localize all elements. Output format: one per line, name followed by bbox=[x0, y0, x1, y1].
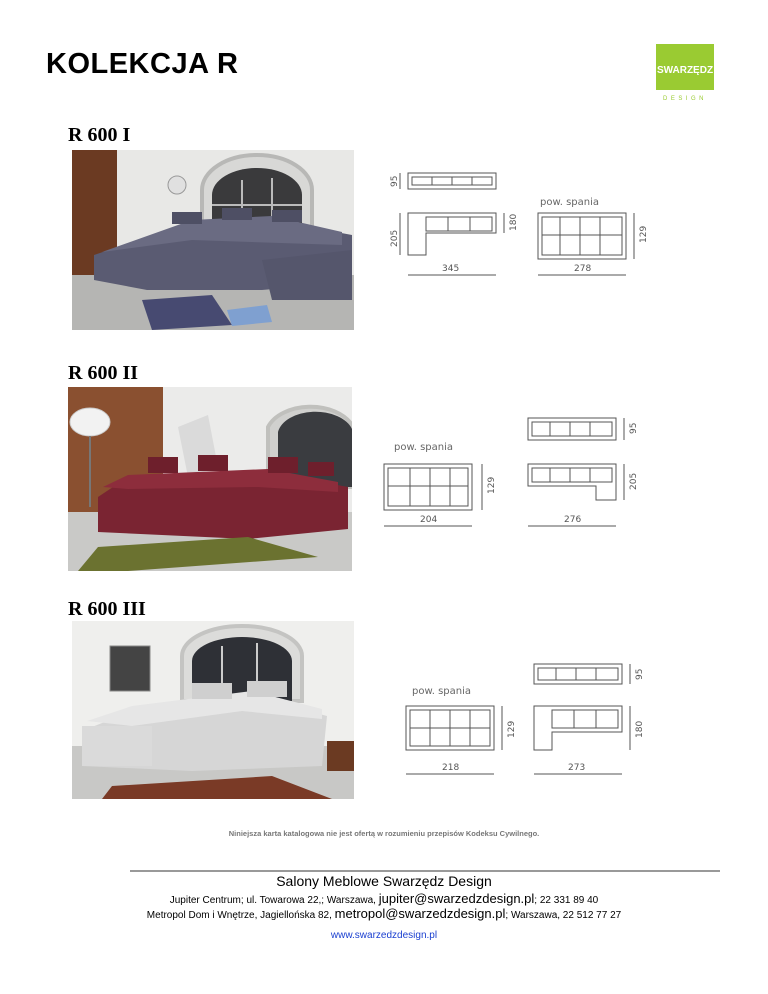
dim-sleep-label: pow. spania bbox=[412, 686, 472, 697]
swarzedz-design-logo bbox=[656, 44, 714, 102]
product-photo-r600-iii bbox=[72, 621, 354, 799]
footer-divider bbox=[130, 870, 720, 872]
dim-sleep-depth: 129 bbox=[639, 225, 649, 243]
dimension-drawing-r600-iii bbox=[390, 650, 660, 780]
dim-sleep-width: 218 bbox=[442, 763, 460, 773]
page-title: KOLEKCJA R bbox=[46, 48, 239, 80]
address-metropol-phone: ; Warszawa, 22 512 77 27 bbox=[505, 910, 622, 921]
dim-sleep-label: pow. spania bbox=[540, 197, 600, 208]
dimension-drawing-r600-ii bbox=[370, 412, 660, 532]
product-photo-r600-i bbox=[72, 150, 354, 330]
email-metropol-link[interactable]: metropol@swarzedzdesign.pl bbox=[334, 906, 506, 921]
dim-width: 273 bbox=[568, 763, 586, 773]
dim-depth-top: 95 bbox=[390, 175, 400, 187]
address-metropol-text: Metropol Dom i Wnętrze, Jagiellońska 82, bbox=[146, 910, 332, 921]
email-jupiter-link[interactable]: jupiter@swarzedzdesign.pl bbox=[378, 891, 535, 906]
dim-depth-top: 95 bbox=[635, 668, 645, 680]
dim-sleep-depth: 129 bbox=[507, 720, 517, 738]
address-jupiter-text: Jupiter Centrum; ul. Towarowa 22,; Warszawa, bbox=[169, 895, 376, 906]
dim-depth-top: 95 bbox=[629, 422, 639, 434]
dim-right-depth: 180 bbox=[509, 213, 519, 231]
dimension-drawing-r600-i bbox=[380, 165, 670, 280]
dim-sleep-label: pow. spania bbox=[394, 442, 454, 453]
dim-right-depth: 205 bbox=[629, 472, 639, 490]
website-link[interactable]: www.swarzedzdesign.pl bbox=[330, 930, 438, 941]
svg-text:SWARZĘDZ: SWARZĘDZ bbox=[656, 65, 714, 76]
svg-text:DESIGN: DESIGN bbox=[662, 96, 708, 102]
section-title-r600-i: R 600 I bbox=[68, 124, 131, 146]
address-metropol bbox=[0, 906, 768, 921]
dim-sleep-depth: 129 bbox=[487, 476, 497, 494]
product-photo-r600-ii bbox=[68, 387, 352, 571]
dim-left-depth: 205 bbox=[390, 229, 400, 247]
section-title-r600-iii: R 600 III bbox=[68, 598, 146, 620]
company-name: Salony Meblowe Swarzędz Design bbox=[276, 873, 492, 889]
dim-right-depth: 180 bbox=[635, 720, 645, 738]
dim-sleep-width: 278 bbox=[574, 264, 592, 274]
dim-sleep-width: 204 bbox=[420, 515, 438, 525]
disclaimer: Niniejsza karta katalogowa nie jest ofertą w rozumieniu przepisów Kodeksu Cywilnego. bbox=[228, 829, 540, 838]
dim-width: 345 bbox=[442, 264, 460, 274]
address-jupiter-phone: ; 22 331 89 40 bbox=[534, 895, 599, 906]
dim-width: 276 bbox=[564, 515, 582, 525]
address-jupiter bbox=[0, 891, 768, 906]
section-title-r600-ii: R 600 II bbox=[68, 362, 139, 384]
